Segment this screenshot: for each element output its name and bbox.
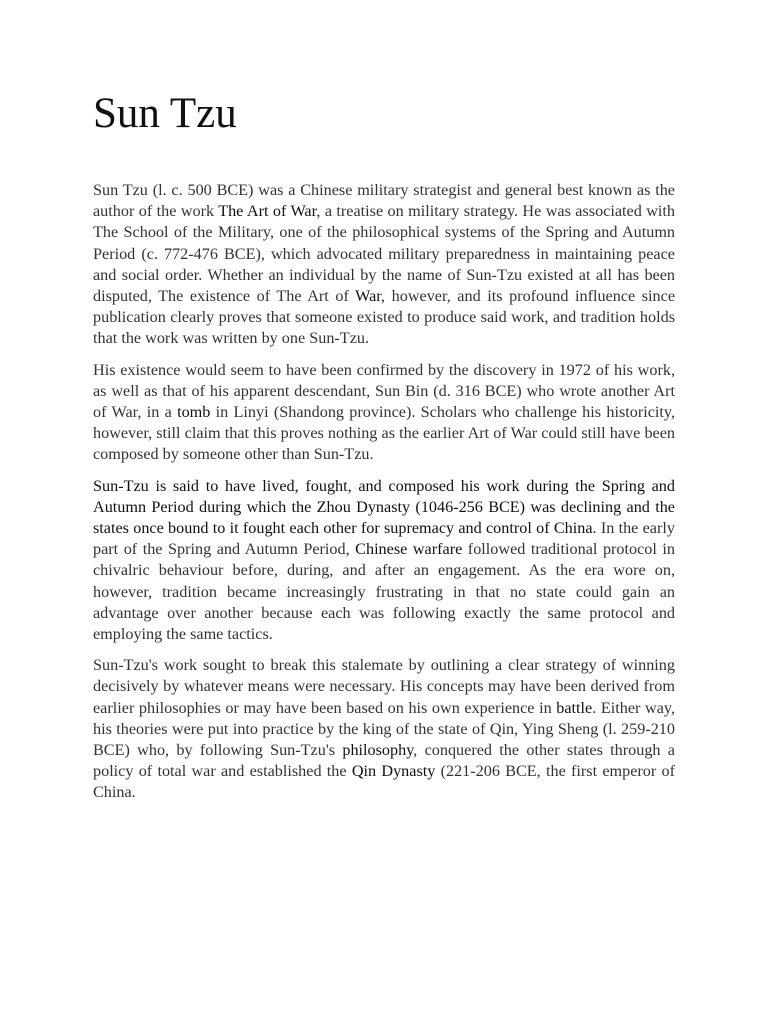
text-run: followed traditional protocol in chivalric behaviour before, during, and after an engagement. As the era wore on, however, tradition became increasingly frustrating in that no state could gain an advantage over another because each was following exactly the same protocol and employing the same tactics. [93, 540, 676, 644]
paragraph-2 [93, 360, 675, 466]
link-tomb[interactable]: tomb [177, 403, 211, 422]
text-run: . Either way, his theories were put into practice by the king of the state of Qin, Ying Sheng (l. 259-210 BCE) who, by following Sun-Tzu's [93, 698, 676, 760]
text-run: in Linyi (Shandong province). Scholars who challenge his historicity, however, still claim that this proves nothing as the earlier Art of War could still have been composed by someone other than Sun-Tzu. [93, 403, 675, 464]
link-qin-dynasty[interactable]: Qin Dynasty [351, 762, 436, 781]
text-run: Sun-Tzu's work sought to break this stalemate by outlining a clear strategy of winning decisively by whatever means were necessary. His concepts may have been derived from earlier philosophies or may have been based on his own experience in [93, 656, 675, 717]
article-body [93, 180, 675, 814]
text-run: The Art of [276, 287, 356, 306]
text-run: , in a [137, 403, 178, 422]
text-run: . In the early part of the Spring and Autumn Period, [93, 519, 675, 559]
paragraph-1 [93, 180, 675, 350]
link-spring-autumn-zhou[interactable]: Sun-Tzu is said to have lived, fought, and composed his work during the Spring and Autumn Period during which the Zhou Dynasty (1046-256 BCE) was declining and the states once bound to it fought each other for supremacy and control of China [93, 476, 675, 538]
text-run: Art of War [93, 381, 675, 422]
paragraph-4 [93, 655, 675, 803]
link-chinese-warfare[interactable]: Chinese warfare [355, 540, 463, 559]
text-run: , however, and its profound influence since publication clearly proves that someone existed to produce said work, and tradition holds that the work was written by one Sun-Tzu. [93, 287, 676, 348]
text-run: (221-206 BCE, the first emperor of China. [93, 762, 676, 802]
link-war[interactable]: War [355, 287, 382, 306]
link-art-of-war[interactable]: The Art of War [218, 202, 317, 221]
link-philosophy[interactable]: philosophy [342, 741, 414, 760]
page-title: Sun Tzu [93, 90, 237, 137]
text-run: His existence would seem to have been confirmed by the discovery in 1972 of his work, as well as that of his apparent descendant, Sun Bin (d. 316 BCE) who wrote another [93, 360, 675, 400]
text-run: , conquered the other states through a policy of total war and established the [93, 741, 675, 781]
paragraph-3 [93, 476, 675, 646]
text-run: , a treatise on military strategy. He was associated with The School of the Military, one of the philosophical systems of the Spring and Autumn Period (c. 772-476 BCE), which advocated military preparedness in maintaining peace and social order. Whether an individual by the name of Sun-Tzu existed at all has been disputed, The existence of [93, 202, 675, 306]
text-run: Sun Tzu (l. c. 500 BCE) was a Chinese military strategist and general best known as the author of the work [93, 181, 675, 221]
link-battle[interactable]: battle [556, 698, 593, 717]
